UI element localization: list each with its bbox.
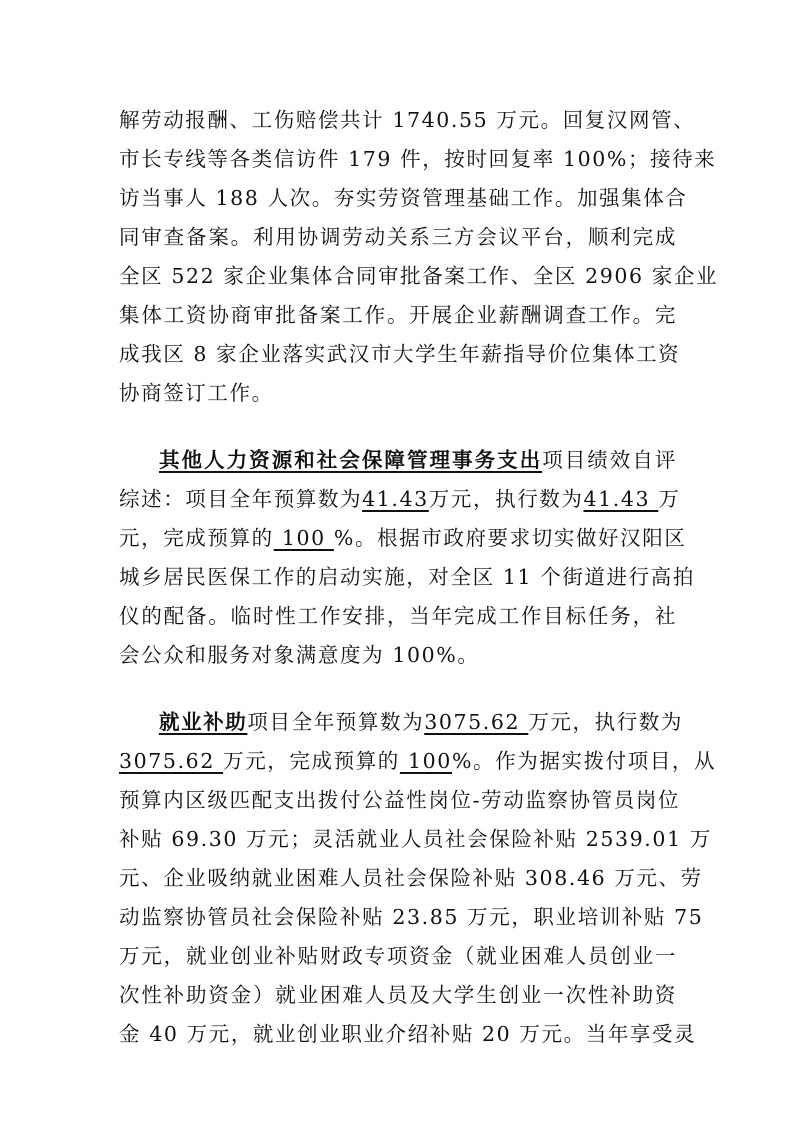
text-line: 万元，就业创业补贴财政专项资金（就业困难人员创业一 — [119, 944, 677, 968]
budget-value: 41.43 — [362, 487, 429, 511]
text-line: 访当事人 188 人次。夯实劳资管理基础工作。加强集体合 — [119, 186, 688, 210]
execution-value: 41.43 — [583, 487, 659, 511]
text-span: 项目绩效自评 — [542, 448, 677, 472]
text-line: 预算内区级匹配支出拨付公益性岗位-劳动监察协管员岗位 — [119, 788, 681, 812]
text-line: 解劳动报酬、工伤赔偿共计 1740.55 万元。回复汉网管、 — [119, 108, 696, 132]
text-line — [119, 485, 681, 513]
text-line: 全区 522 家企业集体合同审批备案工作、全区 2906 家企业 — [119, 264, 719, 288]
text-line: 城乡居民医保工作的启动实施，对全区 11 个街道进行高拍 — [119, 565, 695, 589]
text-line — [119, 747, 717, 775]
text-line: 会公众和服务对象满意度为 100%。 — [119, 643, 480, 667]
text-line: 动监察协管员社会保险补贴 23.85 万元，职业培训补贴 75 — [119, 905, 704, 929]
text-span: 万元，完成预算的 — [223, 749, 400, 773]
text-span: %。根据市政府要求切实做好汉阳区 — [333, 526, 687, 550]
project-title: 其他人力资源和社会保障管理事务支出 — [159, 448, 543, 472]
text-span: 万元，执行数为 — [428, 487, 584, 511]
text-line: 协商签订工作。 — [119, 381, 274, 405]
text-line: 成我区 8 家企业落实武汉市大学生年薪指导价位集体工资 — [119, 342, 681, 366]
text-span: 万 — [658, 487, 681, 511]
completion-percent: 100 — [399, 749, 452, 773]
text-line: 仪的配备。临时性工作安排，当年完成工作目标任务，社 — [119, 604, 677, 628]
text-line — [159, 708, 684, 736]
execution-value: 3075.62 — [119, 749, 224, 773]
text-line: 次性补助资金）就业困难人员及大学生创业一次性补助资 — [119, 983, 677, 1007]
text-span: 综述：项目全年预算数为 — [119, 487, 363, 511]
text-line: 补贴 69.30 万元；灵活就业人员社会保险补贴 2539.01 万 — [119, 827, 712, 851]
text-line — [159, 446, 677, 474]
text-line: 市长专线等各类信访件 179 件，按时回复率 100%；接待来 — [119, 147, 717, 171]
text-span: 元，完成预算的 — [119, 526, 274, 550]
text-span: 项目全年预算数为 — [247, 710, 425, 734]
completion-percent: 100 — [273, 526, 334, 550]
budget-value: 3075.62 — [424, 710, 529, 734]
text-line: 同审查备案。利用协调劳动关系三方会议平台，顺利完成 — [119, 225, 677, 249]
text-line: 集体工资协商审批备案工作。开展企业薪酬调查工作。完 — [119, 303, 677, 327]
text-span: %。作为据实拨付项目，从 — [451, 749, 717, 773]
text-span: 万元，执行数为 — [528, 710, 684, 734]
project-title: 就业补助 — [159, 710, 248, 734]
text-line: 金 40 万元，就业创业职业介绍补贴 20 万元。当年享受灵 — [119, 1022, 697, 1046]
text-line — [119, 524, 687, 552]
text-line: 元、企业吸纳就业困难人员社会保险补贴 308.46 万元、劳 — [119, 866, 703, 890]
